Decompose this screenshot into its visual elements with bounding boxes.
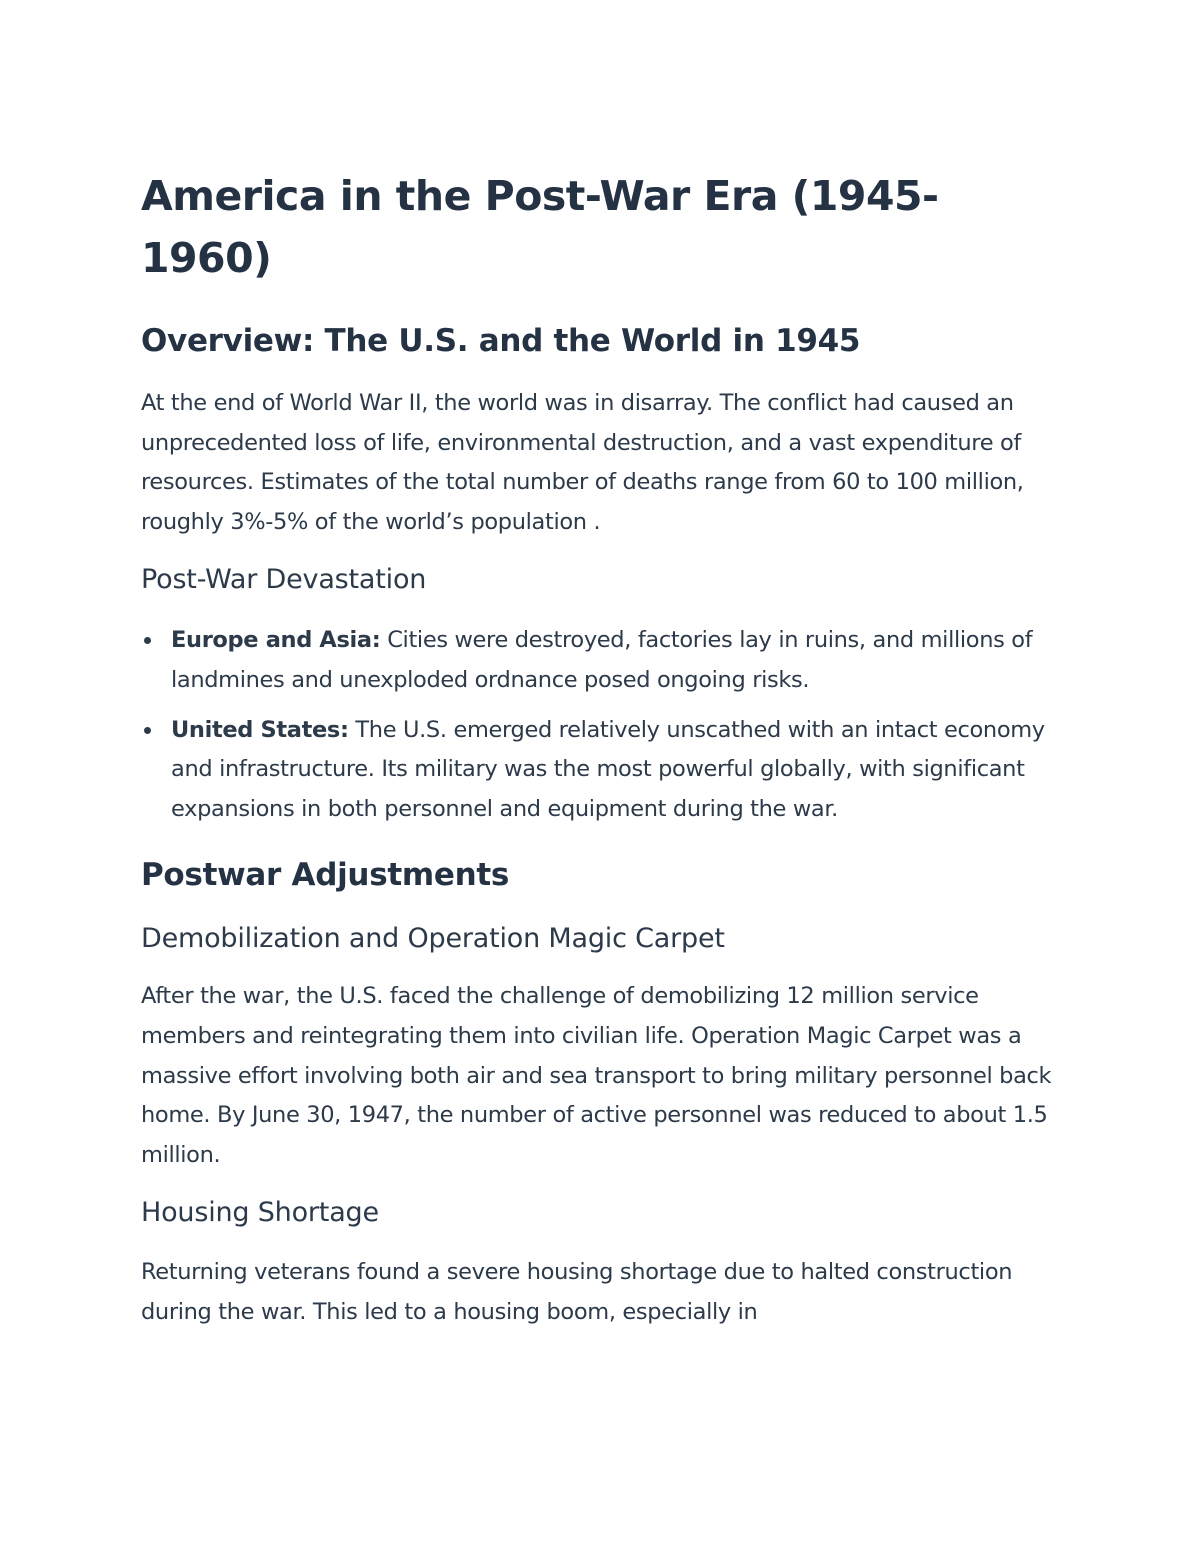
devastation-heading: Post-War Devastation [141, 564, 427, 596]
overview-paragraph: At the end of World War II, the world was in disarray. The conflict had caused an unprecedented loss of life, environmental destruction, and a vast expenditure of resources. Estimates of the total number of deaths range from 60 to 100 million, roughly 3%-5% of the world’s population . [141, 390, 1024, 535]
demobilization-heading: Demobilization and Operation Magic Carpet [141, 923, 725, 955]
housing-shortage-paragraph: Returning veterans found a severe housing shortage due to halted construction during the war. This led to a housing boom, especially in [141, 1259, 1013, 1325]
document-page [141, 165, 1071, 1333]
overview-heading: Overview: The U.S. and the World in 1945 [141, 323, 861, 359]
document-title: America in the Post-War Era (1945-1960) [141, 172, 939, 282]
list-item-united-states [141, 711, 1071, 830]
devastation-list [141, 621, 1071, 829]
list-item-text: Cities were destroyed, factories lay in ruins, and millions of landmines and unexploded ordnance posed ongoing risks. [171, 627, 1033, 693]
list-item-term: United States: [171, 716, 349, 743]
housing-shortage-heading: Housing Shortage [141, 1197, 379, 1229]
list-item-text: The U.S. emerged relatively unscathed with an intact economy and infrastructure. Its military was the most powerful globally, with significant expansions in both personnel and equipment during the war. [171, 716, 1045, 822]
list-item-europe-asia [141, 621, 1071, 700]
list-item-term: Europe and Asia: [171, 627, 381, 654]
postwar-adjustments-heading: Postwar Adjustments [141, 857, 510, 894]
demobilization-paragraph: After the war, the U.S. faced the challenge of demobilizing 12 million service members and reintegrating them into civilian life. Operation Magic Carpet was a massive effort involving both air and sea transport to bring military personnel back home. By June 30, 1947, the number of active personnel was reduced to about 1.5 million. [141, 983, 1052, 1168]
